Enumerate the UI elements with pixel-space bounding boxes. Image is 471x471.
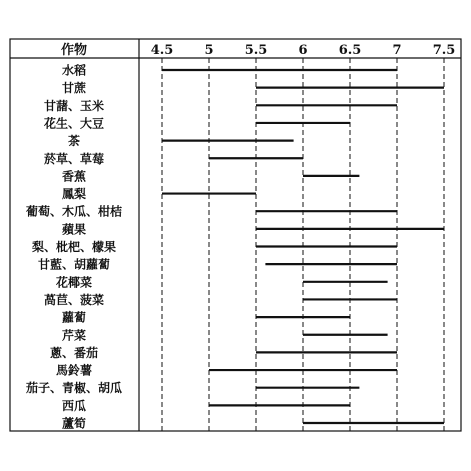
crop-label: 蘿蔔 [61,310,87,325]
crop-label: 蘋果 [61,222,87,237]
crop-label: 香蕉 [61,169,87,184]
crop-label: 蔥、番茄 [49,345,99,360]
crop-label: 甘藍、胡蘿蔔 [37,257,111,272]
crop-column-header: 作物 [60,43,88,58]
crop-label: 花椰菜 [55,275,93,290]
x-tick-label: 5.5 [244,43,268,58]
crop-label: 蘆筍 [61,416,87,431]
crop-label: 西瓜 [61,398,87,413]
x-tick-label: 7 [392,43,402,58]
crop-label: 梨、枇杷、檬果 [31,240,117,254]
crop-label: 甘藷、玉米 [43,98,105,113]
crop-label: 甘蔗 [61,81,87,96]
x-tick-label: 6 [298,43,308,58]
crop-label: 鳳梨 [61,187,87,202]
crop-label: 菸草、草莓 [43,151,105,166]
crop-label: 馬鈴薯 [55,363,93,378]
x-tick-label: 4.5 [150,43,174,58]
crop-label: 萵苣、菠菜 [43,292,105,307]
x-tick-label: 7.5 [432,43,456,58]
x-tick-label: 6.5 [338,43,362,58]
crop-label: 芹菜 [61,328,87,343]
crop-label: 花生、大豆 [43,116,105,131]
crop-label: 葡萄、木瓜、柑桔 [25,204,123,219]
x-tick-label: 5 [204,43,214,58]
crop-label: 茶 [67,134,81,149]
crop-label: 水稻 [61,63,87,78]
crop-label: 茄子、青椒、胡瓜 [25,381,123,396]
